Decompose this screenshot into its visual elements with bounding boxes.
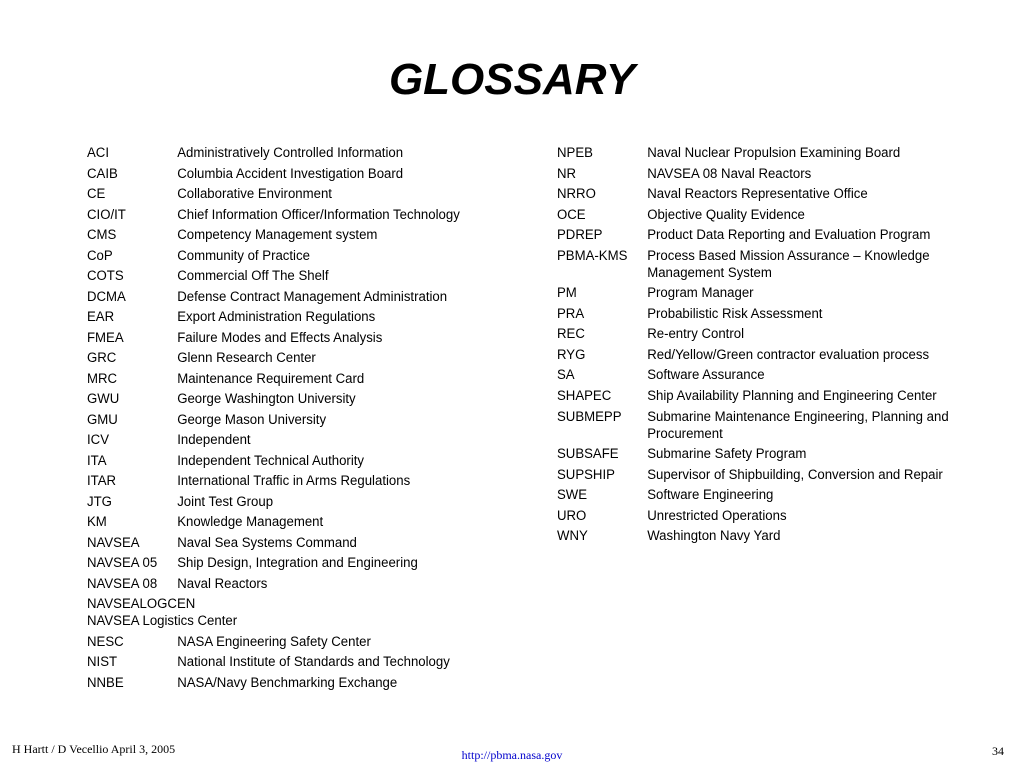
glossary-entry [87, 288, 496, 309]
glossary-definition: Supervisor of Shipbuilding, Conversion and Repair [647, 466, 943, 483]
glossary-term: NRRO [557, 186, 596, 203]
glossary-entry [87, 554, 496, 575]
glossary-term: CIO/IT [87, 206, 126, 223]
glossary-entry [87, 431, 496, 452]
glossary-entry [87, 633, 496, 654]
glossary-entry [87, 267, 496, 288]
glossary-term: ITAR [87, 473, 117, 489]
glossary-definition: Naval Sea Systems Command [177, 534, 357, 551]
glossary-definition: NASA/Navy Benchmarking Exchange [177, 674, 398, 691]
footer-url-link[interactable]: http://pbma.nasa.gov [461, 748, 563, 762]
glossary-entry [87, 206, 496, 227]
glossary-entry [87, 595, 496, 633]
glossary-term: ITA [87, 452, 107, 469]
glossary-right-column [557, 144, 980, 548]
glossary-definition: George Washington University [177, 391, 356, 407]
glossary-term: PRA [557, 305, 585, 322]
glossary-term: REC [557, 326, 585, 343]
glossary-entry [557, 466, 980, 487]
glossary-definition: Columbia Accident Investigation Board [177, 165, 404, 182]
glossary-term: OCE [557, 206, 586, 223]
glossary-entry [87, 575, 496, 596]
glossary-definition: Product Data Reporting and Evaluation Program [647, 227, 931, 244]
glossary-term: GWU [87, 391, 120, 407]
glossary-term: SWE [557, 487, 588, 504]
glossary-term: CE [87, 186, 106, 202]
glossary-definition: Software Engineering [647, 487, 774, 504]
glossary-entry [87, 472, 496, 493]
glossary-definition: National Institute of Standards and Technology [177, 654, 450, 670]
glossary-entry [557, 144, 980, 165]
page-title: GLOSSARY [388, 55, 636, 104]
glossary-definition: Submarine Safety Program [647, 446, 807, 463]
glossary-definition: NAVSEA 08 Naval Reactors [647, 165, 812, 182]
glossary-entry [87, 247, 496, 268]
glossary-definition: Independent [177, 432, 251, 448]
glossary-entry [87, 390, 496, 411]
glossary-entry [557, 284, 980, 305]
glossary-entry [87, 329, 496, 350]
glossary-entry [557, 486, 980, 507]
glossary-entry [557, 346, 980, 367]
glossary-definition: George Mason University [177, 411, 327, 428]
glossary-left-column [87, 144, 496, 694]
glossary-definition: Ship Availability Planning and Engineering Center [647, 388, 937, 405]
glossary-entry [557, 527, 980, 548]
glossary-entry [87, 411, 496, 432]
glossary-definition: Probabilistic Risk Assessment [647, 305, 823, 322]
glossary-definition: Joint Test Group [177, 493, 274, 510]
glossary-entry [87, 370, 496, 391]
glossary-entry [557, 305, 980, 326]
glossary-term: SUBSAFE [557, 446, 619, 463]
footer-authors-date: H Hartt / D Vecellio April 3, 2005 [12, 742, 176, 756]
glossary-entry [87, 653, 496, 674]
glossary-definition: Software Assurance [647, 367, 765, 384]
glossary-term: NNBE [87, 674, 124, 691]
glossary-term: WNY [557, 528, 588, 545]
glossary-entry [87, 513, 496, 534]
glossary-term: ACI [87, 145, 110, 161]
glossary-term: GRC [87, 350, 117, 366]
glossary-term: SA [557, 367, 575, 384]
glossary-entry [557, 366, 980, 387]
glossary-term: PDREP [557, 227, 603, 244]
glossary-term: KM [87, 514, 107, 530]
glossary-term: COTS [87, 268, 124, 284]
glossary-definition: Process Based Mission Assurance – Knowledge Management System [647, 247, 930, 281]
glossary-entry [557, 247, 980, 285]
glossary-definition: Program Manager [647, 285, 754, 302]
glossary-term: NAVSEALOGCEN [87, 596, 196, 612]
glossary-term: MRC [87, 370, 118, 387]
glossary-definition: Independent Technical Authority [177, 452, 365, 469]
glossary-entry [557, 325, 980, 346]
glossary-entry [557, 206, 980, 227]
glossary-term: NR [557, 165, 577, 182]
glossary-definition: Failure Modes and Effects Analysis [177, 329, 383, 346]
glossary-term: CAIB [87, 165, 118, 182]
glossary-term: NESC [87, 633, 124, 650]
glossary-entry [87, 308, 496, 329]
glossary-definition: Naval Nuclear Propulsion Examining Board [647, 145, 901, 161]
glossary-term: GMU [87, 411, 118, 428]
glossary-entry [87, 226, 496, 247]
glossary-term: RYG [557, 346, 586, 363]
glossary-definition: Naval Reactors [177, 575, 268, 592]
glossary-definition: Community of Practice [177, 247, 310, 264]
glossary-definition: Defense Contract Management Administration [177, 288, 448, 305]
glossary-definition: NASA Engineering Safety Center [177, 633, 371, 650]
glossary-definition: Administratively Controlled Information [177, 145, 404, 161]
glossary-term: SUPSHIP [557, 466, 615, 483]
glossary-definition: Collaborative Environment [177, 186, 332, 202]
glossary-term: SHAPEC [557, 388, 612, 405]
footer-page-number: 34 [992, 744, 1004, 758]
glossary-definition: Export Administration Regulations [177, 309, 376, 325]
glossary-entry [557, 507, 980, 528]
glossary-entry [557, 445, 980, 466]
glossary-term: PBMA-KMS [557, 247, 628, 264]
glossary-term: NPEB [557, 145, 593, 161]
glossary-entry [87, 165, 496, 186]
glossary-entry [87, 452, 496, 473]
glossary-definition: Knowledge Management [177, 514, 324, 530]
glossary-definition: International Traffic in Arms Regulations [177, 473, 411, 489]
glossary-definition: Objective Quality Evidence [647, 206, 805, 223]
glossary-definition: Chief Information Officer/Information Technology [177, 206, 460, 223]
glossary-entry [557, 408, 980, 446]
glossary-term: NIST [87, 654, 118, 670]
glossary-definition: NAVSEA Logistics Center [87, 613, 238, 629]
glossary-term: ICV [87, 432, 110, 448]
glossary-definition: Commercial Off The Shelf [177, 268, 329, 284]
glossary-definition: Washington Navy Yard [647, 528, 781, 545]
glossary-definition: Submarine Maintenance Engineering, Planning and Procurement [647, 408, 949, 442]
glossary-entry [557, 185, 980, 206]
glossary-term: NAVSEA [87, 534, 140, 551]
glossary-term: EAR [87, 309, 115, 325]
glossary-term: JTG [87, 493, 112, 510]
glossary-definition: Red/Yellow/Green contractor evaluation process [647, 346, 930, 363]
glossary-definition: Unrestricted Operations [647, 507, 787, 524]
glossary-definition: Competency Management system [177, 227, 378, 243]
glossary-entry [87, 534, 496, 555]
glossary-entry [557, 165, 980, 186]
glossary-entry [87, 349, 496, 370]
glossary-definition: Maintenance Requirement Card [177, 370, 365, 387]
glossary-definition: Glenn Research Center [177, 350, 316, 366]
glossary-definition: Naval Reactors Representative Office [647, 186, 868, 203]
glossary-entry [87, 674, 496, 695]
glossary-term: FMEA [87, 329, 124, 346]
glossary-definition: Ship Design, Integration and Engineering [177, 555, 418, 571]
glossary-term: CMS [87, 227, 117, 243]
glossary-term: NAVSEA 05 [87, 555, 158, 571]
glossary-entry [87, 185, 496, 206]
glossary-term: URO [557, 507, 587, 524]
glossary-entry [87, 144, 496, 165]
glossary-entry [557, 387, 980, 408]
glossary-term: NAVSEA 08 [87, 575, 158, 592]
glossary-entry [557, 226, 980, 247]
glossary-term: DCMA [87, 288, 126, 305]
glossary-term: SUBMEPP [557, 408, 622, 425]
glossary-entry [87, 493, 496, 514]
glossary-definition: Re-entry Control [647, 326, 745, 343]
glossary-term: CoP [87, 247, 113, 264]
glossary-term: PM [557, 285, 577, 302]
